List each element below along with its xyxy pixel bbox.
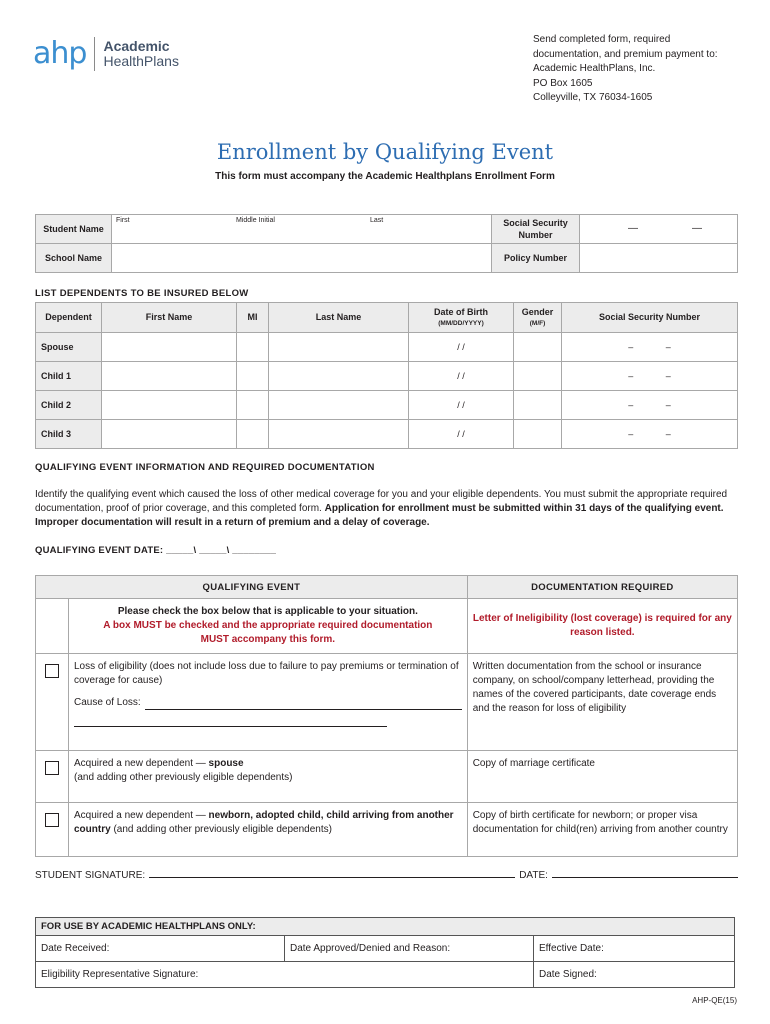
- instructions-text: Identify the qualifying event which caused the loss of other medical coverage for you and your eligible dependents. You must submit the appropriate required documentation, proof of prior coverage, and this completed form.: [35, 489, 728, 514]
- blank-cell: [36, 599, 69, 654]
- col-documentation-required: DOCUMENTATION REQUIRED: [467, 576, 737, 599]
- instruction-line-2: A box MUST be checked and the appropriate required documentation MUST accompany this form.: [103, 620, 433, 645]
- mi-cell[interactable]: [237, 362, 269, 391]
- cause-of-loss-field[interactable]: [145, 696, 462, 710]
- form-code: AHP-QE(15): [692, 996, 737, 1005]
- col-dependent: Dependent: [36, 303, 102, 333]
- office-use-table: [35, 917, 735, 988]
- last-name-hint: Last: [370, 217, 384, 224]
- ssn-cell[interactable]: – –: [562, 333, 738, 362]
- ssn-dash: —: [692, 223, 702, 234]
- doc-new-child: Copy of birth certificate for newborn; or proper visa documentation for child(ren) arriving from another country: [467, 803, 737, 857]
- ssn-cell[interactable]: – –: [562, 420, 738, 449]
- documentation-instructions: Letter of Ineligibility (lost coverage) is required for any reason listed.: [467, 599, 737, 654]
- student-name-label: Student Name: [36, 215, 112, 244]
- dob-cell[interactable]: / /: [409, 362, 514, 391]
- form-title: Enrollment by Qualifying Event: [216, 140, 554, 164]
- doc-new-spouse: Copy of marriage certificate: [467, 751, 737, 803]
- row-label-child-3: Child 3: [36, 420, 102, 449]
- last-name-cell[interactable]: [269, 391, 409, 420]
- logo-divider: [94, 37, 95, 71]
- row-label-spouse: Spouse: [36, 333, 102, 362]
- table-row: [36, 420, 738, 449]
- student-signature-label: STUDENT SIGNATURE:: [35, 870, 146, 881]
- row-label-child-1: Child 1: [36, 362, 102, 391]
- new-spouse-checkbox[interactable]: [45, 761, 59, 775]
- student-info-table: [35, 214, 738, 273]
- gender-cell[interactable]: [514, 333, 562, 362]
- dob-format: (MM/DD/YYYY): [438, 319, 484, 327]
- event-bold-text: newborn, adopted child, child arriving from another country: [74, 810, 454, 835]
- effective-date-label: Effective Date:: [534, 936, 735, 962]
- cause-of-loss-row: [74, 696, 462, 710]
- first-name-cell[interactable]: [102, 391, 237, 420]
- gender-header: Gender: [521, 306, 554, 317]
- school-name-field[interactable]: [112, 244, 492, 273]
- event-subtext: (and adding other previously eligible dependents): [74, 772, 293, 783]
- new-child-checkbox[interactable]: [45, 813, 59, 827]
- checkbox-cell: [36, 751, 69, 803]
- ssn-cell[interactable]: – –: [562, 362, 738, 391]
- mi-cell[interactable]: [237, 333, 269, 362]
- dob-cell[interactable]: / /: [409, 391, 514, 420]
- gender-format: (M/F): [529, 319, 546, 327]
- ssn-label: [492, 215, 580, 244]
- table-row: [36, 391, 738, 420]
- date-received-label: Date Received:: [36, 936, 285, 962]
- student-signature-field[interactable]: [149, 877, 515, 878]
- col-first-name: First Name: [102, 303, 237, 333]
- checkbox-cell: [36, 654, 69, 751]
- dob-cell[interactable]: / /: [409, 420, 514, 449]
- gender-cell[interactable]: [514, 420, 562, 449]
- event-bold-text: spouse: [208, 758, 244, 769]
- col-qualifying-event: QUALIFYING EVENT: [36, 576, 468, 599]
- last-name-cell[interactable]: [269, 420, 409, 449]
- gender-cell[interactable]: [514, 391, 562, 420]
- row-label-child-2: Child 2: [36, 391, 102, 420]
- dob-header: Date of Birth: [434, 306, 488, 317]
- qualifying-instructions: [35, 488, 735, 530]
- dob-cell[interactable]: / /: [409, 333, 514, 362]
- col-last-name: Last Name: [269, 303, 409, 333]
- ssn-dash: —: [628, 223, 638, 234]
- address-line: Academic HealthPlans, Inc.: [533, 63, 656, 75]
- table-row: [36, 362, 738, 391]
- address-line: PO Box 1605: [533, 77, 593, 89]
- qualifying-event-date[interactable]: QUALIFYING EVENT DATE: _____\ _____\ ________: [35, 545, 277, 556]
- event-new-child: [69, 803, 468, 857]
- event-text: Acquired a new dependent —: [74, 758, 209, 769]
- event-text: Loss of eligibility (does not include loss due to failure to pay premiums or termination of coverage for cause): [74, 661, 459, 686]
- event-subtext: (and adding other previously eligible dependents): [110, 824, 332, 835]
- ssn-label-text: Social Security Number: [503, 218, 568, 240]
- cause-of-loss-field-2[interactable]: [74, 726, 387, 727]
- event-new-spouse: [69, 751, 468, 803]
- checkbox-instructions: [69, 599, 468, 654]
- student-name-field[interactable]: [112, 215, 492, 244]
- instruction-line-1: Please check the box below that is applicable to your situation.: [117, 606, 418, 617]
- signature-date-field[interactable]: [552, 877, 738, 878]
- logo-mark: ahp: [33, 36, 87, 71]
- first-name-cell[interactable]: [102, 420, 237, 449]
- rep-signature-label: Eligibility Representative Signature:: [36, 962, 534, 988]
- loss-of-eligibility-checkbox[interactable]: [45, 664, 59, 678]
- mi-cell[interactable]: [237, 391, 269, 420]
- first-name-cell[interactable]: [102, 362, 237, 391]
- instructions-bold-text: Application for enrollment must be submitted within 31 days of the qualifying event. Improper documentation will result in a return of premium and a delay of coverage.: [35, 503, 724, 528]
- doc-loss-of-eligibility: Written documentation from the school or insurance company, on school/company letterhead, providing the names of the covered participants, date coverage ends and the reason for loss of eligibility: [467, 654, 737, 751]
- last-name-cell[interactable]: [269, 333, 409, 362]
- school-name-label: School Name: [36, 244, 112, 273]
- col-mi: MI: [237, 303, 269, 333]
- logo-line-1: Academic: [103, 37, 170, 54]
- qualifying-event-heading: QUALIFYING EVENT INFORMATION AND REQUIRED DOCUMENTATION: [35, 462, 375, 473]
- last-name-cell[interactable]: [269, 362, 409, 391]
- address-line: Send completed form, required: [533, 34, 671, 45]
- first-name-cell[interactable]: [102, 333, 237, 362]
- address-line: Colleyville, TX 76034-1605: [533, 92, 653, 104]
- form-subtitle: This form must accompany the Academic Healthplans Enrollment Form: [215, 171, 555, 182]
- address-line: documentation, and premium payment to:: [533, 48, 718, 60]
- table-row: [36, 333, 738, 362]
- first-name-hint: First: [116, 217, 130, 224]
- logo-wordmark: [103, 39, 179, 70]
- ssn-cell[interactable]: – –: [562, 391, 738, 420]
- office-use-heading: FOR USE BY ACADEMIC HEALTHPLANS ONLY:: [36, 918, 735, 936]
- signature-row: [35, 870, 738, 881]
- checkbox-cell: [36, 803, 69, 857]
- gender-cell[interactable]: [514, 362, 562, 391]
- date-approved-label: Date Approved/Denied and Reason:: [285, 936, 534, 962]
- col-ssn: Social Security Number: [562, 303, 738, 333]
- logo-line-2: HealthPlans: [103, 53, 179, 69]
- policy-number-label: Policy Number: [492, 244, 580, 273]
- col-gender: [514, 303, 562, 333]
- dependents-heading: LIST DEPENDENTS TO BE INSURED BELOW: [35, 288, 249, 299]
- signature-date-label: DATE:: [519, 870, 548, 881]
- policy-number-field[interactable]: [580, 244, 738, 273]
- mailing-address: [533, 33, 718, 106]
- cause-of-loss-label: Cause of Loss:: [74, 697, 141, 708]
- qualifying-event-table: [35, 575, 738, 857]
- company-logo: [33, 34, 179, 74]
- event-text: Acquired a new dependent —: [74, 810, 209, 821]
- event-loss-of-eligibility: [69, 654, 468, 751]
- col-date-of-birth: [409, 303, 514, 333]
- student-ssn-field[interactable]: [580, 215, 738, 244]
- middle-initial-hint: Middle Initial: [236, 217, 275, 224]
- mi-cell[interactable]: [237, 420, 269, 449]
- date-signed-label: Date Signed:: [534, 962, 735, 988]
- dependents-table: [35, 302, 738, 449]
